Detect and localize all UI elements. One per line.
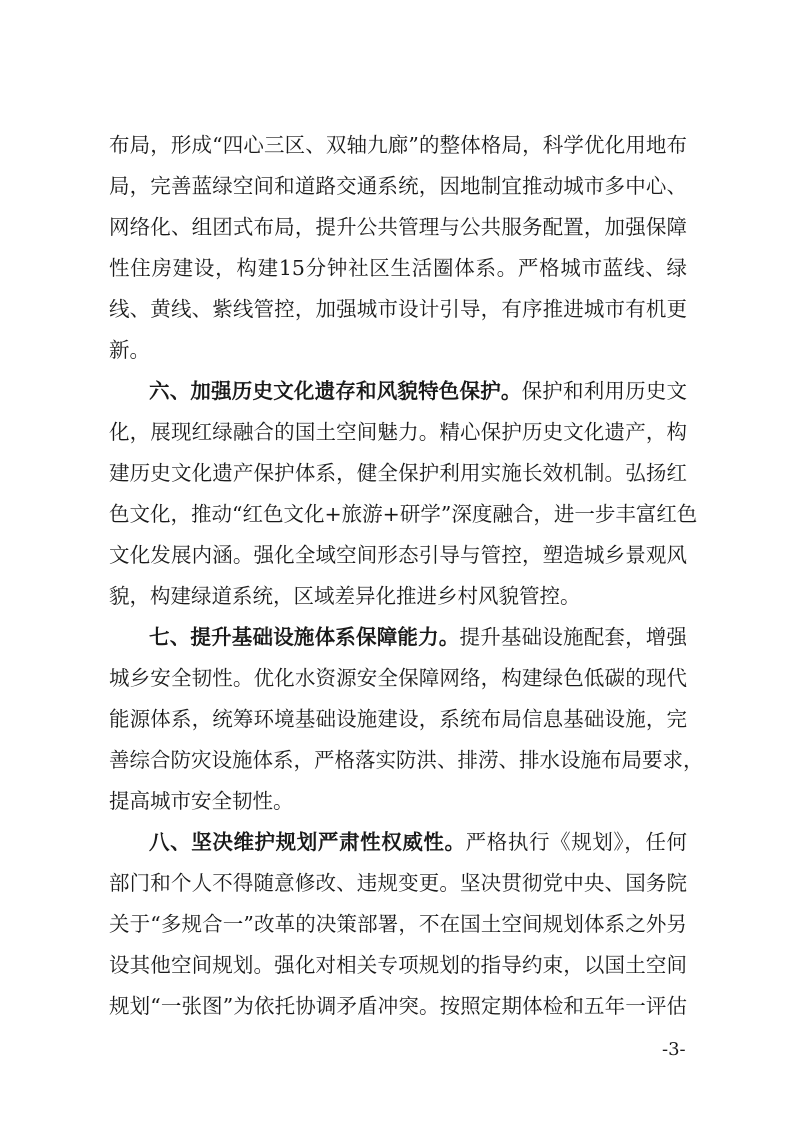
text-line: 线、黄线、紫线管控，加强城市设计引导，有序推进城市有机更	[109, 297, 687, 321]
text-line: 能源体系，统筹环境基础设施建设，系统布局信息基础设施，完	[109, 707, 687, 731]
text-line: 貌，构建绿道系统，区域差异化推进乡村风貌管控。	[109, 584, 581, 608]
text-line: 善综合防灾设施体系，严格落实防洪、排涝、排水设施布局要求，	[109, 748, 704, 772]
text-line: 关于“多规合一”改革的决策部署，不在国土空间规划体系之外另	[109, 912, 687, 936]
text-line: 局，完善蓝绿空间和道路交通系统，因地制宜推动城市多中心、	[109, 174, 687, 198]
text-line: 设其他空间规划。强化对相关专项规划的指导约束，以国土空间	[109, 953, 687, 977]
text-line: 规划“一张图”为依托协调矛盾冲突。按照定期体检和五年一评估	[109, 994, 687, 1018]
text-line: 建历史文化遗产保护体系，健全保护利用实施长效机制。弘扬红	[109, 461, 687, 485]
text-line: 部门和个人不得随意修改、违规变更。坚决贯彻党中央、国务院	[109, 871, 687, 895]
text-line: 文化发展内涵。强化全域空间形态引导与管控，塑造城乡景观风	[109, 543, 687, 567]
section-heading: 六、加强历史文化遗存和风貌特色保护。	[149, 379, 522, 403]
text-line: 性住房建设，构建15分钟社区生活圈体系。严格城市蓝线、绿	[109, 256, 687, 280]
section-first-line	[149, 825, 687, 859]
section-first-line	[149, 620, 687, 654]
text-line: 网络化、组团式布局，提升公共管理与公共服务配置，加强保障	[109, 215, 687, 239]
section-text: 严格执行《规划》，任何	[465, 830, 688, 854]
section-text: 保护和利用历史文	[521, 379, 688, 403]
section-heading: 七、提升基础设施体系保障能力。	[149, 625, 460, 649]
section-text: 提升基础设施配套，增强	[459, 625, 687, 649]
text-line: 提高城市安全韧性。	[109, 789, 294, 813]
text-line: 色文化，推动“红色文化+旅游+研学”深度融合，进一步丰富红色	[109, 502, 698, 526]
text-line: 布局，形成“四心三区、双轴九廊”的整体格局，科学优化用地布	[109, 133, 687, 157]
text-line: 新。	[109, 338, 150, 362]
section-heading: 八、坚决维护规划严肃性权威性。	[149, 830, 466, 854]
text-line: 城乡安全韧性。优化水资源安全保障网络，构建绿色低碳的现代	[109, 666, 687, 690]
text-line: 化，展现红绿融合的国土空间魅力。精心保护历史文化遗产，构	[109, 420, 687, 444]
page-number: -3-	[662, 1039, 686, 1060]
section-first-line	[149, 374, 687, 408]
